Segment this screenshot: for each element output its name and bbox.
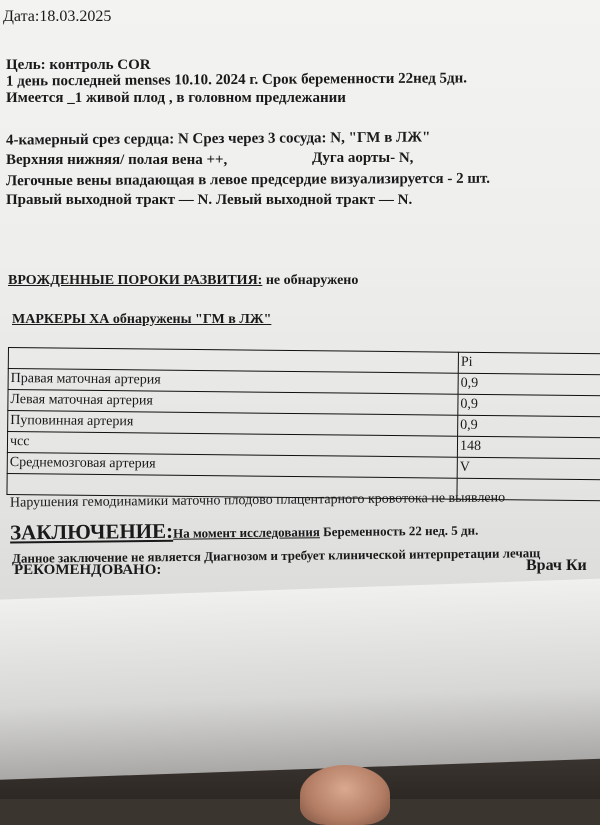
table-row-label: Левая маточная артерия xyxy=(8,390,458,416)
table-row-label: Среднемозговая артерия xyxy=(7,452,457,478)
document-date: Дата:18.03.2025 xyxy=(3,8,112,25)
table-row-value: 0,9 xyxy=(458,373,600,396)
doctor-signature-label: Врач Ки xyxy=(526,557,587,574)
heart-line-1: 4-камерный срез сердца: N Срез через 3 сосуда: N, "ГМ в ЛЖ" xyxy=(5,129,431,149)
markers-line: МАРКЕРЫ ХА обнаружены "ГМ в ЛЖ" xyxy=(12,312,272,327)
hemodynamics-note: Нарушения гемодинамики маточно плодово плацентарного кровотока не выявлено xyxy=(9,490,506,511)
defects-value: не обнаружено xyxy=(262,273,359,288)
heart-line-2b: Дуга аорты- N, xyxy=(312,150,414,166)
defects-line xyxy=(8,273,358,289)
conclusion-text-underlined: На момент исследования xyxy=(173,524,320,541)
heart-line-2a: Верхняя нижняя/ полая вена ++, xyxy=(6,152,228,168)
table-row-label: Правая маточная артерия xyxy=(8,369,458,395)
table-row-value: 148 xyxy=(457,436,600,459)
defects-label: ВРОЖДЕННЫЕ ПОРОКИ РАЗВИТИЯ: xyxy=(8,273,263,288)
heart-line-4: Правый выходной тракт — N. Левый выходной тракт — N. xyxy=(6,192,413,208)
disclaimer-line: Данное заключение не является Диагнозом и требует клинической интерпретации лечащ xyxy=(11,545,541,566)
conclusion-text: Беременность 22 нед. 5 дн. xyxy=(319,522,479,540)
finger xyxy=(300,765,390,825)
heart-line-3: Легочные вены впадающая в левое предсердие визуализируется - 2 шт. xyxy=(5,170,491,190)
table-row-value: 0,9 xyxy=(458,394,600,417)
second-sheet xyxy=(0,578,600,780)
purpose-goal: Цель: контроль COR xyxy=(6,57,151,73)
hemodynamics-table xyxy=(6,347,600,501)
last-menses-line: 1 день последней menses 10.10. 2024 г. Срок беременности 22нед 5дн. xyxy=(5,70,468,90)
table-row-label: чсс xyxy=(7,432,457,458)
table-row-value: 0,9 xyxy=(458,415,600,438)
table-header-value: Pi xyxy=(458,352,600,375)
conclusion-label: ЗАКЛЮЧЕНИЕ: xyxy=(9,518,174,545)
fetus-line: Имеется _1 живой плод , в головном предлежании xyxy=(6,90,346,106)
table-row-value: V xyxy=(457,457,600,480)
table-row-label: Пуповинная артерия xyxy=(8,411,458,437)
conclusion-line xyxy=(10,516,479,546)
recommended-label: РЕКОМЕНДОВАНО: xyxy=(14,562,162,578)
